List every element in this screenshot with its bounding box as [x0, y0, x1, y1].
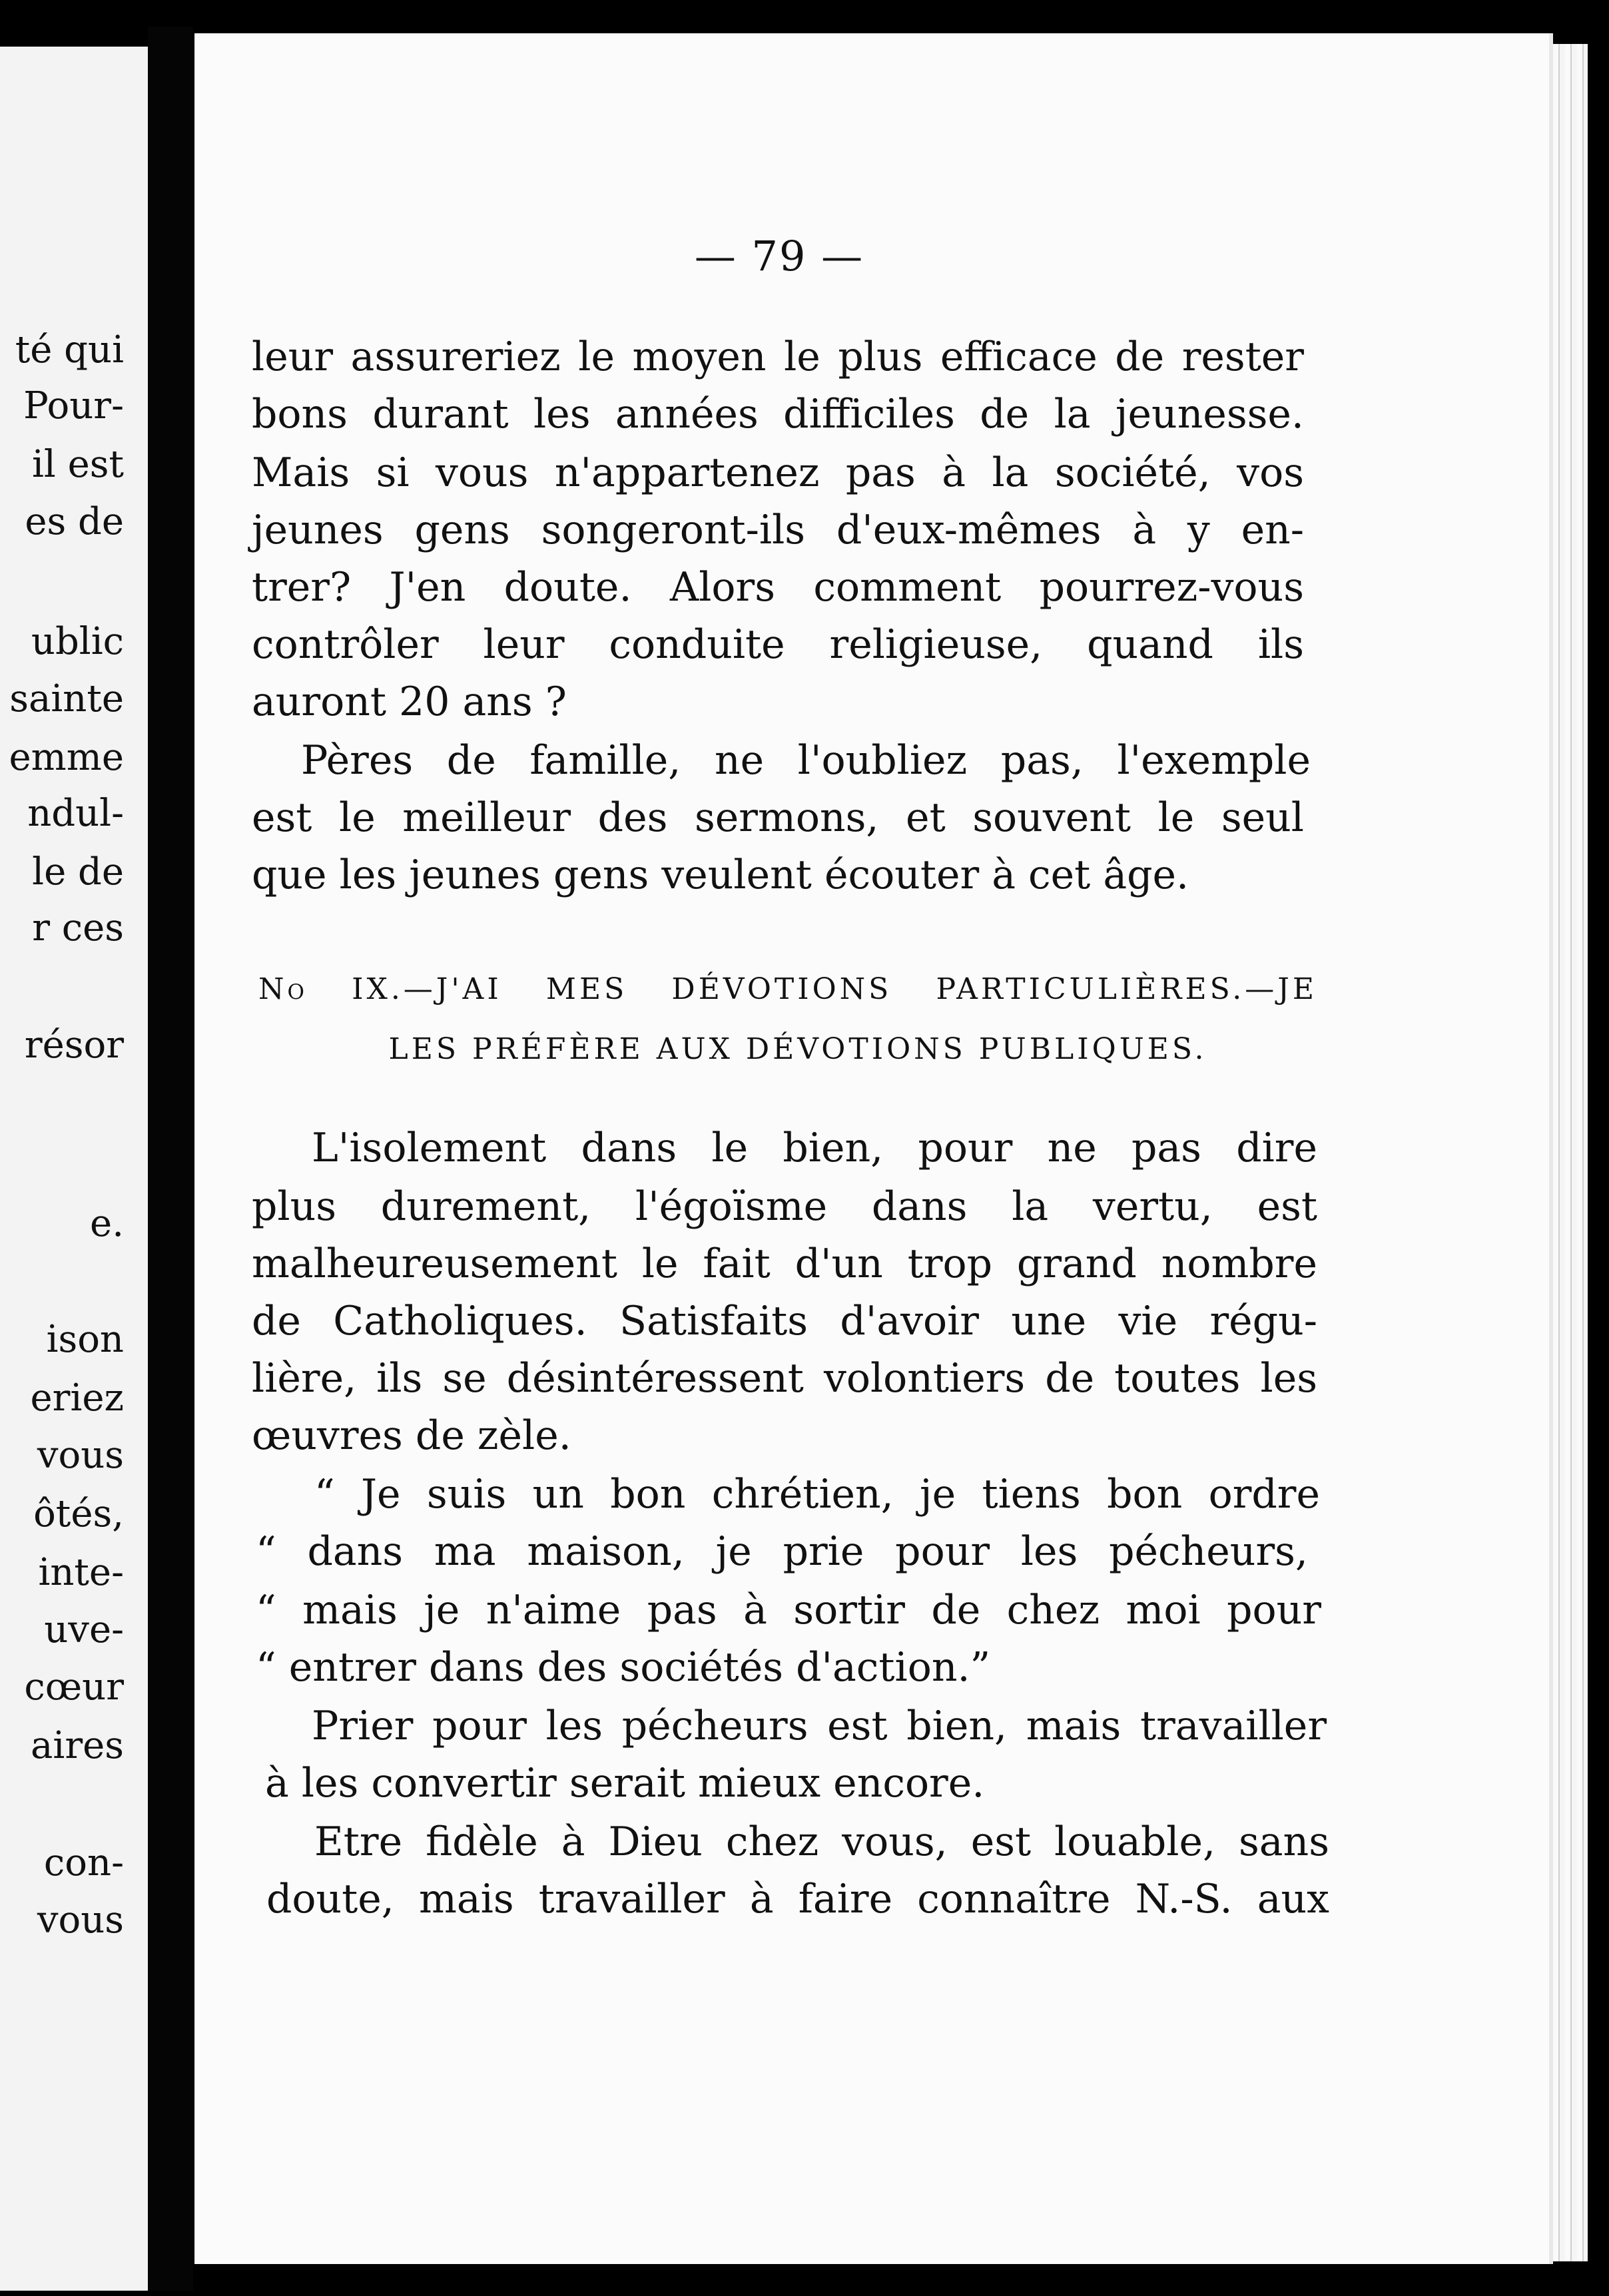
left-page-fragment: sainte	[9, 677, 124, 720]
left-page-fragment: té qui	[15, 328, 124, 372]
left-page-fragment: es de	[25, 500, 124, 543]
text-line: est le meilleur des sermons, et souvent le seul	[252, 794, 1304, 841]
left-page-fragment: eriez	[30, 1376, 124, 1420]
left-page-fragment: il est	[31, 443, 124, 486]
quote-line: “ Je suis un bon chrétien, je tiens bon ordre	[314, 1471, 1320, 1518]
left-page-fragment: le de	[32, 850, 124, 894]
left-page-fragment: emme	[9, 736, 124, 779]
left-page-fragment: vous	[37, 1898, 124, 1942]
section-heading: No IX.—J'AI MES DÉVOTIONS PARTICULIÈRES.—JE	[258, 972, 1317, 1006]
left-page-fragment: résor	[24, 1023, 124, 1067]
left-page-fragment: inte-	[38, 1551, 124, 1594]
section-heading: LES PRÉFÈRE AUX DÉVOTIONS PUBLIQUES.	[388, 1032, 1207, 1066]
text-line: Prier pour les pécheurs est bien, mais travailler	[312, 1703, 1327, 1749]
text-line: L'isolement dans le bien, pour ne pas dire	[312, 1125, 1317, 1171]
left-page-fragment: aires	[31, 1724, 124, 1767]
text-line: lière, ils se désintéressent volontiers de toutes les	[252, 1355, 1317, 1402]
left-page-fragment: uve-	[44, 1608, 124, 1651]
quote-line: “ entrer dans des sociétés d'action.”	[256, 1644, 991, 1691]
left-page-fragment: cœur	[24, 1665, 124, 1709]
text-line: contrôler leur conduite religieuse, quand ils	[252, 621, 1304, 668]
text-line: que les jeunes gens veulent écouter à cet âge.	[252, 852, 1189, 898]
quote-line: “ dans ma maison, je prie pour les pécheurs,	[256, 1528, 1308, 1575]
text-line: Pères de famille, ne l'oubliez pas, l'exemple	[301, 737, 1311, 784]
left-page-fragment: con-	[43, 1841, 124, 1884]
text-line: à les convertir serait mieux encore.	[265, 1760, 985, 1807]
text-line: auront 20 ans ?	[252, 679, 567, 725]
left-page-fragment: ndul-	[27, 792, 124, 835]
text-line: bons durant les années difficiles de la jeunesse.	[252, 391, 1304, 437]
left-page-fragment: Pour-	[23, 384, 124, 428]
left-page-fragment: r ces	[32, 906, 124, 950]
text-line: plus durement, l'égoïsme dans la vertu, est	[252, 1183, 1317, 1230]
facing-page-left	[0, 47, 148, 2291]
text-line: Mais si vous n'appartenez pas à la société, vos	[252, 449, 1304, 496]
text-line: jeunes gens songeront-ils d'eux-mêmes à y en-	[252, 507, 1304, 553]
text-line: œuvres de zèle.	[252, 1412, 571, 1459]
text-line: trer? J'en doute. Alors comment pourrez-vous	[252, 564, 1304, 611]
text-line: de Catholiques. Satisfaits d'avoir une vie régu-	[252, 1298, 1317, 1344]
left-page-fragment: e.	[90, 1202, 124, 1245]
left-page-fragment: ublic	[31, 620, 124, 663]
text-line: Etre fidèle à Dieu chez vous, est louable, sans	[314, 1819, 1329, 1865]
book-gutter	[148, 27, 193, 2291]
left-page-fragment: ôtés,	[33, 1492, 124, 1536]
left-page-fragment: vous	[37, 1434, 124, 1477]
text-line: leur assureriez le moyen le plus efficace de rester	[252, 334, 1304, 380]
text-line: malheureusement le fait d'un trop grand nombre	[252, 1241, 1317, 1287]
text-line: doute, mais travailler à faire connaître N.-S. aux	[266, 1876, 1329, 1922]
quote-line: “ mais je n'aime pas à sortir de chez moi pour	[256, 1587, 1321, 1633]
page-edges	[1553, 44, 1588, 2261]
page-number: — 79 —	[694, 232, 864, 280]
left-page-fragment: ison	[46, 1318, 124, 1361]
